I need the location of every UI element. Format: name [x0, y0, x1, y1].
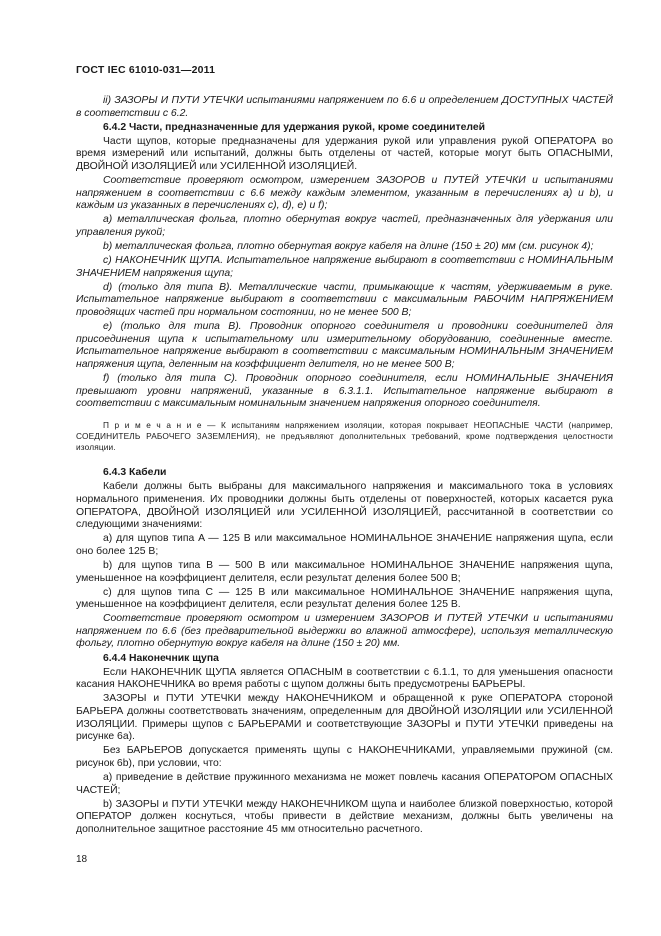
document-header: ГОСТ IEC 61010-031—2011 [76, 64, 216, 76]
page-body [76, 95, 613, 838]
paragraph-item-ii: ii) ЗАЗОРЫ И ПУТИ УТЕЧКИ испытаниями напряжением по 6.6 и определением ДОСТУПНЫХ ЧАСТЕЙ в соответствии с 6.2. [76, 95, 613, 119]
note: П р и м е ч а н и е — К испытаниям напряжением изоляции, которая покрывает НЕОПАСНЫЕ ЧАСТИ (например, СОЕДИНИТЕЛЬ РАБОЧЕГО ЗАЗЕМЛЕНИЯ), не предъявляют дополнительных требований, кроме подтверждения целостности изоляции. [76, 420, 613, 453]
list-item-a: a) металлическая фольга, плотно обернутая вокруг частей, предназначенных для удержания или управления рукой; [76, 214, 613, 238]
paragraph: Кабели должны быть выбраны для максимального напряжения и максимального тока в условиях нормального применения. Их проводники должны быть отделены от поверхностей, которых касается рука ОПЕРАТОРА, ДВОЙНОЙ ИЗОЛЯЦИЕЙ или УСИЛЕННОЙ ИЗОЛЯЦИЕЙ, рассчитанной в соответствии со следующими значениями: [76, 481, 613, 531]
paragraph: Без БАРЬЕРОВ допускается применять щупы с НАКОНЕЧНИКАМИ, управляемыми пружиной (см. рисунок 6b), при условии, что: [76, 745, 613, 769]
list-item-f: f) (только для типа C). Проводник опорного соединителя, если НОМИНАЛЬНЫЕ ЗНАЧЕНИЯ превышают уровни напряжений, указанные в 6.3.1.1. Испытательное напряжение выбирают в соответствии с максимальным номинальным значением напряжения опорного соединителя. [76, 372, 613, 410]
list-item-d: d) (только для типа B). Металлические части, примыкающие к частям, удерживаемым в руке. Испытательное напряжение выбирают в соответствии с максимальным РАБОЧИМ НАПРЯЖЕНИЕМ проводящих частей при нормальном состоянии, но не менее 500 В; [76, 281, 613, 318]
list-item-a: a) для щупов типа A — 125 В или максимальное НОМИНАЛЬНОЕ ЗНАЧЕНИЕ напряжения щупа, если оно более 125 В; [76, 533, 613, 557]
compliance-paragraph: Соответствие проверяют осмотром, измерением ЗАЗОРОВ и ПУТЕЙ УТЕЧКИ и испытаниями напряжением в соответствии с 6.6 между каждым элементом, указанным в перечислениях а) и b), и каждым из указанных в перечислениях с), d), e) и f); [76, 175, 613, 212]
list-item-b: b) металлическая фольга, плотно обернутая вокруг кабеля на длине (150 ± 20) мм (см. рисунок 4); [103, 241, 594, 253]
compliance-paragraph: Соответствие проверяют осмотром и измерением ЗАЗОРОВ И ПУТЕЙ УТЕЧКИ и испытаниями напряжением по 6.6 (без предварительной выдержки во влажной атмосфере), используя металлическую фольгу, плотно обернутую вокруг кабеля на длине (150 ± 20) мм. [76, 613, 613, 650]
list-item-b: b) для щупов типа B — 500 В или максимальное НОМИНАЛЬНОЕ ЗНАЧЕНИЕ напряжения щупа, уменьшенное на коэффициент делителя, если результат деления более 500 В; [76, 559, 613, 584]
section-heading-6-4-3: 6.4.3 Кабели [103, 467, 167, 479]
list-item-c: c) для щупов типа C — 125 В или максимальное НОМИНАЛЬНОЕ ЗНАЧЕНИЕ напряжения щупа, уменьшенное на коэффициент делителя, если результат деления более 125 В. [76, 586, 613, 611]
list-item-a: a) приведение в действие пружинного механизма не может повлечь касания ОПЕРАТОРОМ ОПАСНЫХ ЧАСТЕЙ; [76, 771, 613, 796]
paragraph: ЗАЗОРЫ и ПУТИ УТЕЧКИ между НАКОНЕЧНИКОМ и обращенной к руке ОПЕРАТОРА стороной БАРЬЕРА должны соответствовать значениям, определенным для ДВОЙНОЙ ИЗОЛЯЦИИ или УСИЛЕННОЙ ИЗОЛЯЦИИ. Примеры щупов с БАРЬЕРАМИ и соответствующие ЗАЗОРЫ и ПУТИ УТЕЧКИ приведены на рисунке 6а). [76, 693, 613, 743]
list-item-b: b) ЗАЗОРЫ и ПУТИ УТЕЧКИ между НАКОНЕЧНИКОМ щупа и наиболее близкой поверхностью, которой ОПЕРАТОР должен коснуться, чтобы привести в действие механизм, должны быть увеличены на дополнительное защитное расстояние 45 мм относительно расчетного. [76, 798, 613, 835]
section-heading-6-4-2: 6.4.2 Части, предназначенные для удержания рукой, кроме соединителей [103, 121, 486, 133]
paragraph: Если НАКОНЕЧНИК ЩУПА является ОПАСНЫМ в соответствии с 6.1.1, то для уменьшения опасности касания НАКОНЕЧНИКА во время работы с щупом должны быть предусмотрены БАРЬЕРЫ. [76, 666, 613, 691]
paragraph: Части щупов, которые предназначены для удержания рукой или управления рукой ОПЕРАТОРА во время измерений или испытаний, должны быть отделены от частей, которые могут быть ОПАСНЫМИ, ДВОЙНОЙ ИЗОЛЯЦИЕЙ или УСИЛЕННОЙ ИЗОЛЯЦИЕЙ. [76, 135, 613, 172]
section-heading-6-4-4: 6.4.4 Наконечник щупа [103, 652, 219, 664]
page-number: 18 [76, 854, 88, 865]
list-item-e: e) (только для типа B). Проводник опорного соединителя и проводники соединителей для присоединения щупа к испытательному или измерительному оборудованию, соединенные вместе. Испытательное напряжение выбирают в соответствии с максимальным НОМИНАЛЬНЫМ ЗНАЧЕНИЕМ напряжения щупа, деленным на коэффициент делителя, но не менее 500 В; [76, 321, 613, 370]
list-item-c: c) НАКОНЕЧНИК ЩУПА. Испытательное напряжение выбирают в соответствии с НОМИНАЛЬНЫМ ЗНАЧЕНИЕМ напряжения щупа; [76, 255, 613, 279]
